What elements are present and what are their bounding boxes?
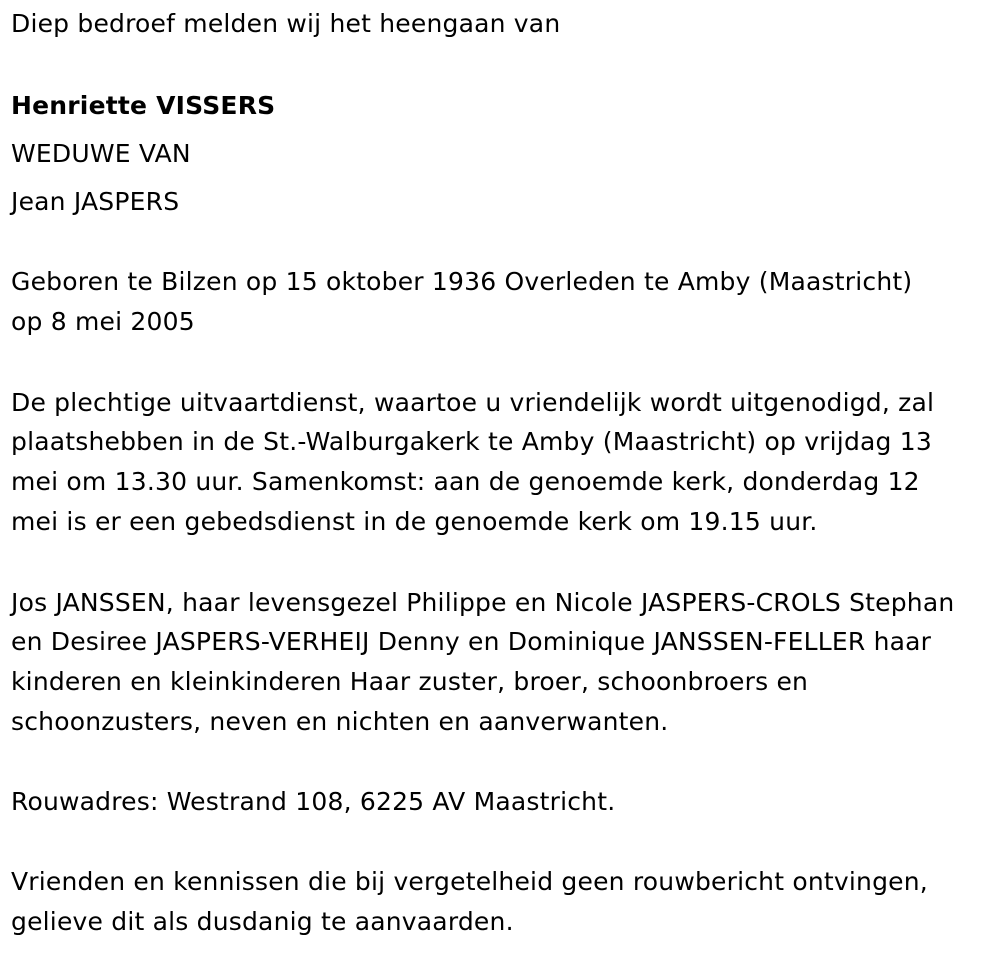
service-line: plaatshebben in de St.-Walburgakerk te Amby (Maastricht) op vrijdag 13 [11, 427, 932, 456]
closing-line: gelieve dit als dusdanig te aanvaarden. [11, 907, 514, 936]
spouse-name: Jean JASPERS [11, 187, 180, 216]
family-line: kinderen en kleinkinderen Haar zuster, broer, schoonbroers en [11, 667, 809, 696]
relation-line: WEDUWE VAN [11, 139, 191, 168]
service-line: mei is er een gebedsdienst in de genoemde kerk om 19.15 uur. [11, 507, 818, 536]
closing-line: Vrienden en kennissen die bij vergetelheid geen rouwbericht ontvingen, [11, 867, 928, 896]
intro-line: Diep bedroef melden wij het heengaan van [11, 9, 561, 38]
family-line: Jos JANSSEN, haar levensgezel Philippe en Nicole JASPERS-CROLS Stephan [11, 588, 955, 617]
service-line: mei om 13.30 uur. Samenkomst: aan de genoemde kerk, donderdag 12 [11, 467, 920, 496]
family-line: en Desiree JASPERS-VERHEIJ Denny en Dominique JANSSEN-FELLER haar [11, 627, 932, 656]
service-line: De plechtige uitvaartdienst, waartoe u vriendelijk wordt uitgenodigd, zal [11, 388, 935, 417]
deceased-name: Henriette VISSERS [11, 91, 276, 120]
family-line: schoonzusters, neven en nichten en aanverwanten. [11, 707, 669, 736]
dates-line: Geboren te Bilzen op 15 oktober 1936 Overleden te Amby (Maastricht) [11, 267, 913, 296]
address-line: Rouwadres: Westrand 108, 6225 AV Maastricht. [11, 787, 616, 816]
dates-line: op 8 mei 2005 [11, 307, 195, 336]
